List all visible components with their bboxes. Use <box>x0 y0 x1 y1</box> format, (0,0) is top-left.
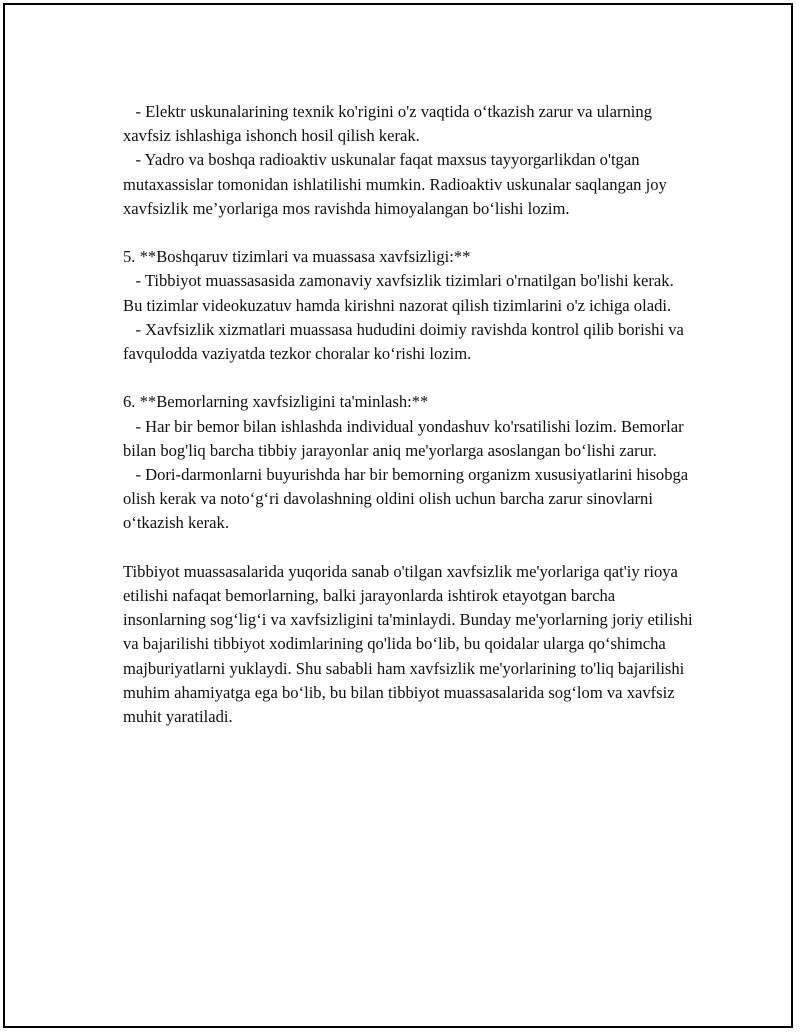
paragraph-gap <box>123 221 693 245</box>
page-frame <box>3 3 793 1028</box>
section-6-heading: 6. **Bemorlarning xavfsizligini ta'minlash:** <box>123 392 429 412</box>
section-5-item-2: - Xavfsizlik xizmatlari muassasa hududini doimiy ravishda kontrol qilib borishi va favqulodda vaziyatda tezkor choralar ko‘rishi lozim. <box>123 319 689 364</box>
document-body <box>123 100 697 729</box>
section-6-item-2: - Dori-darmonlarni buyurishda har bir bemorning organizm xususiyatlarini hisobga olish kerak va noto‘g‘ri davolashning oldini olish uchun barcha zarur sinovlarni o‘tkazish kerak. <box>123 465 693 533</box>
paragraph-gap <box>123 536 693 560</box>
conclusion-paragraph: Tibbiyot muassasalarida yuqorida sanab o'tilgan xavfsizlik me'yorlariga qat'iy rioya etilishi nafaqat bemorlarning, balki jarayonlarda ishtirok etayotgan barcha insonlarning sog‘lig‘i va xavfsizligini ta'minlaydi. Bunday me'yorlarning joriy etilishi va bajarilishi tibbiyot xodimlarining qo'lida bo‘lib, bu qoidalar ularga qo‘shimcha majburiyatlarni yuklaydi. Shu sababli ham xavfsizlik me'yorlarining to'liq bajarilishi muhim ahamiyatga ega bo‘lib, bu bilan tibbiyot muassasalarida sog‘lom va xavfsiz muhit yaratiladi. <box>123 561 697 727</box>
section-5-heading: 5. **Boshqaruv tizimlari va muassasa xavfsizligi:** <box>123 247 471 267</box>
section-4-item-2: - Yadro va boshqa radioaktiv uskunalar faqat maxsus tayyorgarlikdan o'tgan mutaxassislar tomonidan ishlatilishi mumkin. Radioaktiv uskunalar saqlangan joy xavfsizlik me’yorlariga mos ravishda himoyalangan bo‘lishi lozim. <box>123 150 671 218</box>
section-5-item-1: - Tibbiyot muassasasida zamonaviy xavfsizlik tizimlari o'rnatilgan bo'lishi kerak. Bu tizimlar videokuzatuv hamda kirishni nazorat qilish tizimlarini o'z ichiga oladi. <box>123 271 678 315</box>
section-4-item-1: - Elektr uskunalarining texnik ko'rigini o'z vaqtida o‘tkazish zarur va ularning xavfsiz ishlashiga ishonch hosil qilish kerak. <box>123 102 657 146</box>
section-6-item-1: - Har bir bemor bilan ishlashda individual yondashuv ko'rsatilishi lozim. Bemorlar bilan bog'liq barcha tibbiy jarayonlar aniq me'yorlarga asoslangan bo‘lishi zarur. <box>123 416 688 460</box>
paragraph-gap <box>123 366 693 390</box>
